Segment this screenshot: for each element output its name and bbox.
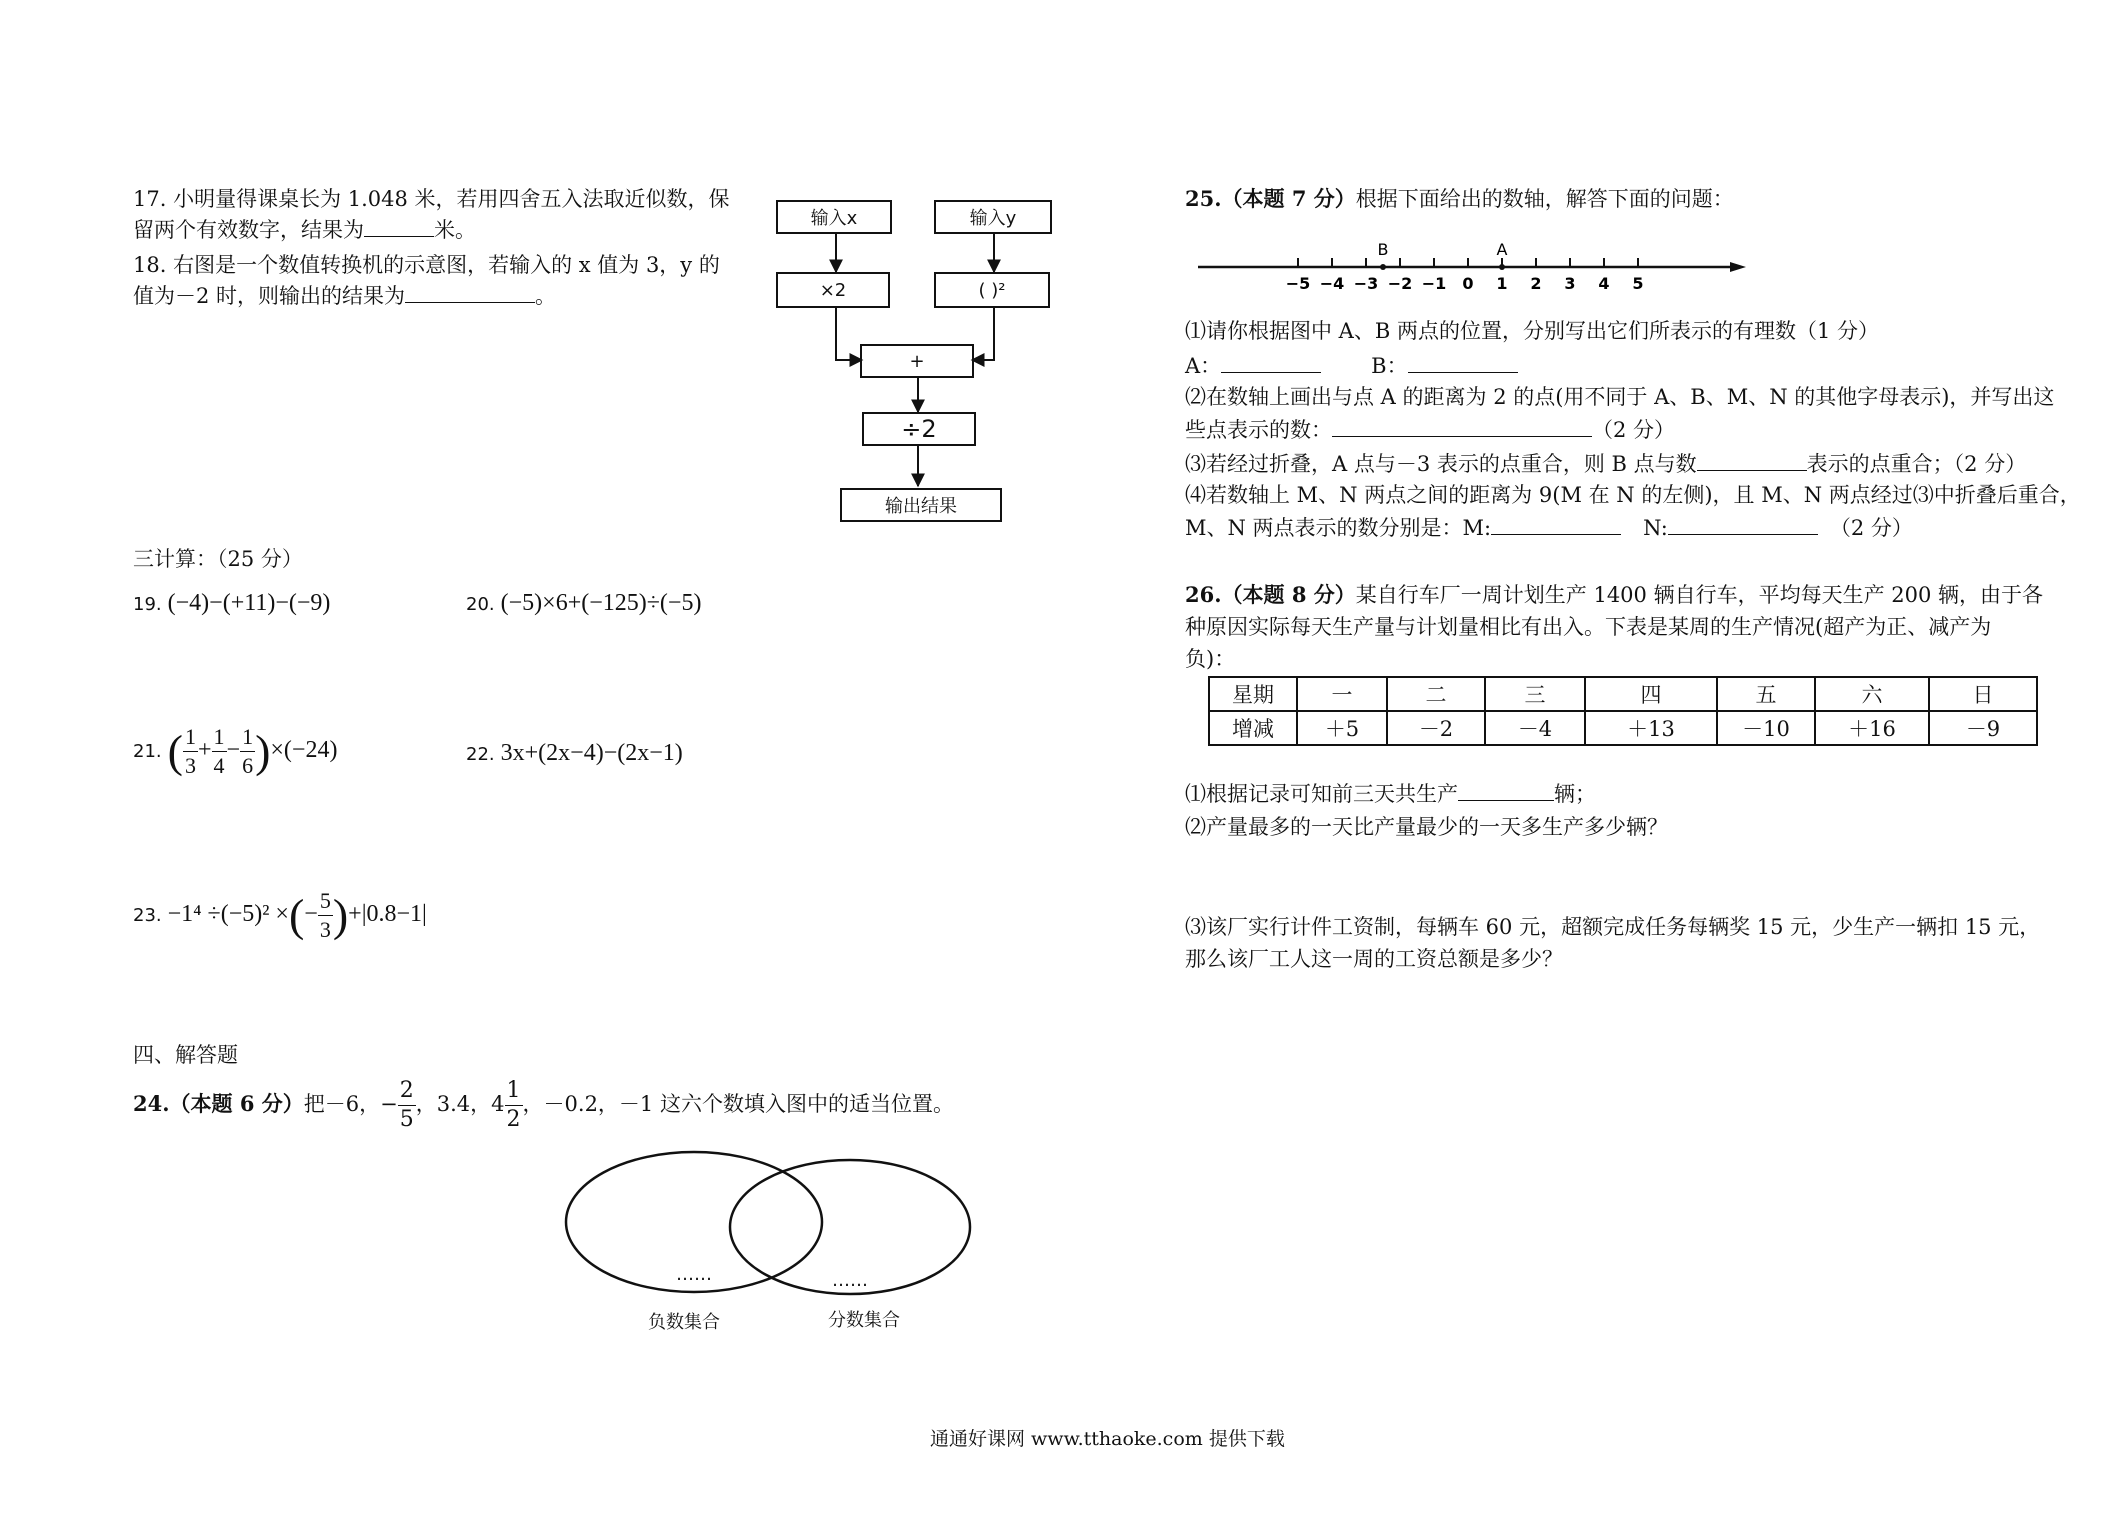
q25-answer-a-blank[interactable]: [1221, 350, 1321, 373]
q25-answer-b-label: B：: [1371, 354, 1408, 378]
number-line-point-label: B: [1377, 240, 1389, 259]
number-line-point-label: A: [1496, 240, 1508, 259]
q26-line2: 种原因实际每天生产量与计划量相比有出入。下表是某周的生产情况(超产为正、减产为: [1185, 615, 1992, 639]
q25-p2-blank[interactable]: [1332, 414, 1592, 437]
q23-tail: +|0.8−1|: [348, 901, 427, 928]
flow-divide-two: ÷2: [862, 412, 976, 446]
q26-text-a: 某自行车厂一周计划生产 1400 辆自行车，平均每天生产 200 辆，由于各: [1355, 583, 2044, 607]
q25-p4-n-blank[interactable]: [1668, 512, 1818, 535]
table-cell: ＋5: [1297, 711, 1387, 745]
q25-p4-m-blank[interactable]: [1491, 512, 1621, 535]
q25-p1: ⑴请你根据图中 A、B 两点的位置，分别写出它们所表示的有理数（1 分）: [1185, 319, 1879, 343]
q18-line1: 18. 右图是一个数值转换机的示意图，若输入的 x 值为 3，y 的: [133, 253, 720, 277]
number-line-tick-label: 2: [1530, 274, 1542, 293]
table-cell: ＋16: [1815, 711, 1929, 745]
q25-p2-line2: [1185, 414, 1675, 445]
q24-frac-1-num: 2: [398, 1080, 416, 1106]
q17-text: 留两个有效数字，结果为: [133, 218, 364, 242]
flow-output: 输出结果: [840, 488, 1002, 522]
q21-rparen: ): [255, 725, 271, 777]
q23-frac-den: 3: [319, 917, 331, 942]
q25-label: 25.（本题 7 分）: [1185, 186, 1356, 211]
table-header-row: [1209, 677, 2037, 711]
q21: [133, 726, 337, 777]
q24-text-a: 把－6，: [303, 1092, 381, 1116]
q25-p2-points: （2 分）: [1592, 418, 1676, 442]
q18-answer-blank[interactable]: [405, 280, 535, 303]
venn-diagram: [560, 1150, 980, 1320]
table-header-cell: 六: [1815, 677, 1929, 711]
q25-p4-text: M、N 两点表示的数分别是：M:: [1185, 516, 1492, 540]
number-line-tick-label: 0: [1462, 274, 1474, 293]
q25-p2-line1: ⑵在数轴上画出与点 A 的距离为 2 的点(用不同于 A、B、M、N 的其他字母表示)，并写出这: [1185, 385, 2055, 409]
q25-p4-points: （2 分）: [1829, 516, 1913, 540]
q17-answer-blank[interactable]: [364, 214, 434, 237]
q19: [133, 590, 330, 617]
q22-label: 22.: [466, 744, 495, 765]
q23-frac-num: 5: [318, 890, 333, 916]
q19-expr: (−4)−(+11)−(−9): [167, 590, 331, 616]
flow-times-two: ×2: [776, 272, 890, 308]
q25-p4-line1: ⑷若数轴上 M、N 两点之间的距离为 9(M 在 N 的左侧)，且 M、N 两点经过⑶中折叠后重合，: [1185, 483, 2081, 507]
table-cell: －4: [1485, 711, 1585, 745]
q25-p4-line2: [1185, 512, 1913, 543]
table-header-cell: 五: [1717, 677, 1815, 711]
q21-lparen: (: [167, 725, 183, 777]
number-line-arrow: [1730, 262, 1746, 272]
q17-line2: [133, 214, 476, 245]
section4-title: 四、解答题: [133, 1043, 238, 1067]
table-cell: －9: [1929, 711, 2037, 745]
flow-plus: +: [860, 344, 974, 378]
q24-frac-2-den: 2: [506, 1107, 521, 1132]
q25-p3: [1185, 448, 2026, 479]
table-header-cell: 三: [1485, 677, 1585, 711]
flow-square: ( )²: [934, 272, 1050, 308]
q24-frac-2-num: 1: [505, 1080, 523, 1106]
q23-label: 23.: [133, 905, 162, 927]
table-header-cell: 一: [1297, 677, 1387, 711]
table-header-cell: 四: [1585, 677, 1717, 711]
q25-p4-n-label: N:: [1643, 516, 1668, 540]
venn-label-fraction: 分数集合: [828, 1310, 900, 1331]
q23-lparen: (: [288, 889, 305, 941]
q24-label: 24.（本题 6 分）: [133, 1091, 304, 1116]
q21-frac-2-den: 4: [213, 753, 225, 778]
q26-p3-line2: 那么该厂工人这一周的工资总额是多少？: [1185, 947, 1563, 971]
section3-title: 三计算：（25 分）: [133, 547, 303, 571]
q24-text-b: ，3.4，4: [415, 1092, 505, 1116]
production-table: [1208, 676, 2038, 746]
q24-frac-1: [398, 1080, 416, 1131]
q21-label: 21.: [133, 741, 162, 763]
q22: [466, 740, 683, 767]
q21-frac-3-den: 6: [242, 753, 254, 778]
q24-text-c: ，－0.2，－1 这六个数填入图中的适当位置。: [522, 1092, 954, 1116]
q21-frac-3-num: 1: [240, 726, 255, 752]
q20: [466, 590, 701, 617]
q25-intro: 根据下面给出的数轴，解答下面的问题：: [1355, 187, 1734, 211]
number-line-point: [1380, 264, 1386, 270]
flow-input-y: 输入y: [934, 200, 1052, 234]
q19-label: 19.: [133, 594, 162, 615]
q21-minus: −: [226, 737, 241, 764]
table-header-cell: 星期: [1209, 677, 1297, 711]
q26-p1-text: ⑴根据记录可知前三天共生产: [1185, 782, 1458, 806]
table-cell: －2: [1387, 711, 1485, 745]
flow-input-x: 输入x: [776, 200, 892, 234]
q21-frac-2-num: 1: [212, 726, 227, 752]
q18-line2: [133, 280, 556, 311]
q21-frac-1-den: 3: [184, 753, 196, 778]
q25-p1-answers: [1185, 350, 1518, 381]
q26-p3-line1: ⑶该厂实行计件工资制，每辆车 60 元，超额完成任务每辆奖 15 元，少生产一辆扣 15 元，: [1185, 915, 2041, 939]
q25-p2-text: 些点表示的数：: [1185, 418, 1332, 442]
number-line-tick-label: 5: [1632, 274, 1644, 293]
venn-dots-right: ……: [832, 1270, 868, 1291]
q26-line3: 负)：: [1185, 647, 1236, 671]
table-row: [1209, 711, 2037, 745]
number-line-tick-label: −2: [1387, 274, 1413, 293]
q26-line1: [1185, 580, 2043, 610]
q24: 24.（本题 6 分）把－6，− $\frac{2}{5}$ ，3.4，4 $\frac{1}{2}$ ，－0.2，－1 这六个数填入图中的适当位置。: [133, 1078, 954, 1132]
q21-frac-3: [240, 726, 255, 777]
footer-text: 通通好课网 www.tthaoke.com 提供下载: [930, 1428, 1285, 1450]
q21-frac-1: [183, 726, 198, 777]
q21-frac-2: [212, 726, 227, 777]
q24-frac-2: [505, 1080, 523, 1131]
number-line-tick-label: −1: [1421, 274, 1447, 293]
q25-p3-text: ⑶若经过折叠，A 点与－3 表示的点重合，则 B 点与数: [1185, 452, 1697, 476]
q20-label: 20.: [466, 594, 495, 615]
q21-frac-1-num: 1: [183, 726, 198, 752]
q26-p1-blank[interactable]: [1458, 778, 1554, 801]
q20-expr: (−5)×6+(−125)÷(−5): [500, 590, 702, 616]
number-line-tick-label: 3: [1564, 274, 1576, 293]
q18-text: 值为－2 时，则输出的结果为: [133, 284, 406, 308]
venn-dots-left: ……: [676, 1264, 712, 1285]
table-cell: ＋13: [1585, 711, 1717, 745]
number-line-point: [1499, 264, 1505, 270]
q23-frac: [318, 890, 333, 941]
q17-unit: 米。: [434, 218, 476, 242]
number-line-tick-label: −3: [1353, 274, 1379, 293]
q22-expr: 3x+(2x−4)−(2x−1): [500, 740, 683, 766]
q17-line1: 17. 小明量得课桌长为 1.048 米，若用四舍五入法取近似数，保: [133, 187, 730, 211]
q21-tail: ×(−24): [270, 737, 338, 764]
number-line-tick-label: 4: [1598, 274, 1610, 293]
table-cell: 增减: [1209, 711, 1297, 745]
table-cell: －10: [1717, 711, 1815, 745]
q18-end: 。: [535, 284, 557, 308]
q26-label: 26.（本题 8 分）: [1185, 582, 1356, 607]
q23: [133, 890, 427, 941]
q23-neg: −: [304, 901, 318, 928]
q25-p3-end: 表示的点重合；（2 分）: [1806, 452, 2027, 476]
table-header-cell: 二: [1387, 677, 1485, 711]
q25-p3-blank[interactable]: [1697, 448, 1807, 471]
q26-p1-unit: 辆；: [1554, 782, 1596, 806]
q25-answer-b-blank[interactable]: [1408, 350, 1518, 373]
q23-head: −1⁴ ÷(−5)² ×: [167, 901, 289, 928]
q25-title: [1185, 184, 1734, 214]
venn-label-negative: 负数集合: [648, 1312, 720, 1333]
q24-frac-1-den: 5: [399, 1107, 414, 1132]
q26-p1: [1185, 778, 1596, 809]
q21-plus: +: [197, 737, 212, 764]
q26-p2: ⑵产量最多的一天比产量最少的一天多生产多少辆？: [1185, 815, 1668, 839]
q25-answer-a-label: A：: [1185, 354, 1222, 378]
number-line: [1190, 236, 1750, 296]
q23-rparen: ): [332, 889, 349, 941]
number-line-tick-label: 1: [1496, 274, 1508, 293]
number-line-tick-label: −5: [1285, 274, 1311, 293]
number-line-tick-label: −4: [1319, 274, 1345, 293]
table-header-cell: 日: [1929, 677, 2037, 711]
